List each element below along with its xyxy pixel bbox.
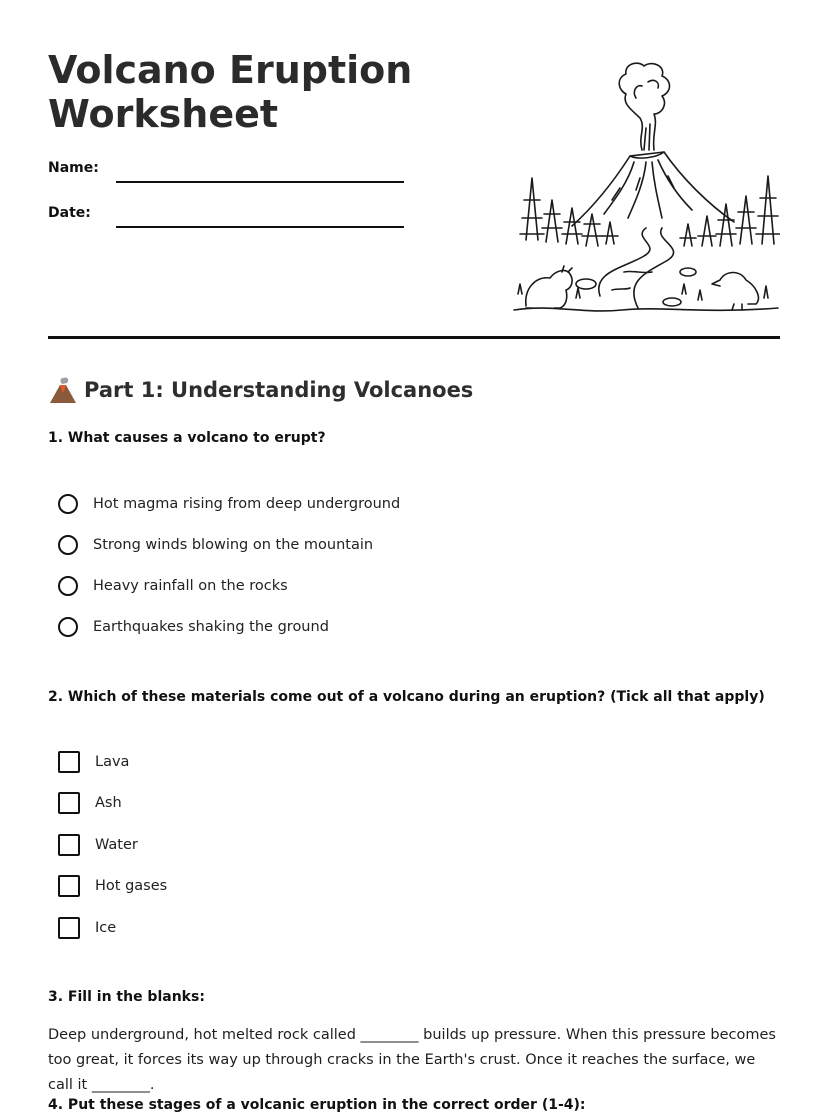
q1-option[interactable] [58,532,373,558]
part1-heading [48,374,473,406]
date-line[interactable] [116,226,404,228]
radio-button[interactable] [58,535,78,555]
q2-option[interactable] [58,873,167,899]
radio-button[interactable] [58,494,78,514]
question-2: 2. Which of these materials come out of a volcano during an eruption? (Tick all that apply) [48,689,765,705]
question-1: 1. What causes a volcano to erupt? [48,430,326,446]
option-label: Ash [95,795,122,811]
q2-option[interactable] [58,790,122,816]
part1-heading-text: Part 1: Understanding Volcanoes [84,378,474,402]
q2-option[interactable] [58,915,116,941]
checkbox[interactable] [58,875,80,897]
option-label: Lava [95,754,130,770]
option-label: Hot gases [95,878,168,894]
name-line[interactable] [116,181,404,183]
option-label: Hot magma rising from deep underground [93,496,401,512]
volcano-illustration [512,58,780,320]
date-label: Date: [48,205,91,221]
header-divider [48,336,780,339]
checkbox[interactable] [58,917,80,939]
q1-option[interactable] [58,573,288,599]
date-field[interactable] [48,205,408,229]
question-3: 3. Fill in the blanks: [48,989,205,1005]
option-label: Ice [95,920,117,936]
fill-in-paragraph: Deep underground, hot melted rock called ________ builds up pressure. When this pressure becomes too great, it forces its way up through cracks in the Earth's crust. Once it reaches the surface, we call it ________. [48,1027,776,1093]
radio-button[interactable] [58,576,78,596]
question-4: 4. Put these stages of a volcanic eruption in the correct order (1-4): [48,1097,586,1113]
name-label: Name: [48,160,99,176]
option-label: Strong winds blowing on the mountain [93,537,374,553]
radio-button[interactable] [58,617,78,637]
checkbox[interactable] [58,751,80,773]
option-label: Earthquakes shaking the ground [93,619,329,635]
checkbox[interactable] [58,792,80,814]
checkbox[interactable] [58,834,80,856]
q2-option[interactable] [58,832,138,858]
q1-option[interactable] [58,491,400,517]
option-label: Heavy rainfall on the rocks [93,578,288,594]
option-label: Water [95,837,138,853]
worksheet-title: Volcano Eruption Worksheet [48,48,413,136]
name-field[interactable] [48,160,408,184]
q1-option[interactable] [58,614,329,640]
q2-option[interactable] [58,749,129,775]
volcano-icon [48,375,78,405]
worksheet-page [48,0,780,1118]
